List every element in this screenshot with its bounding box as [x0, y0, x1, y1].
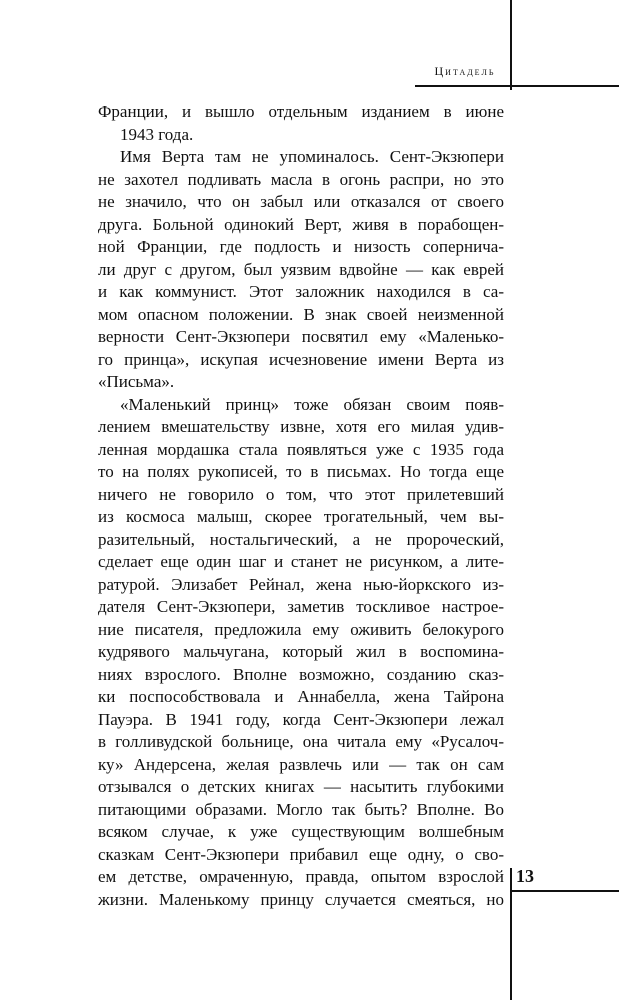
text-line: го принца», искупая исчезновение имени Верта из [98, 349, 504, 369]
text-line: не значило, что он забыл или отказался от своего [98, 192, 504, 211]
text-line: сделает еще один шаг и станет не рисунком, а лите- [98, 552, 504, 571]
header-rule [415, 85, 619, 87]
text-line: в голливудской больнице, она читала ему «Русалоч- [98, 732, 504, 751]
text-line: из космоса малыш, скорее трогательный, чем вы- [98, 507, 504, 526]
text-line: Имя Верта там не упоминалось. Сент-Экзюпери [120, 147, 504, 166]
page-number: 13 [516, 866, 534, 886]
text-line: ем детстве, омраченную, правда, опытом взрослой [98, 867, 504, 886]
footer-rule [510, 890, 619, 892]
text-line: всяком случае, к уже существующим волшебным [98, 822, 504, 841]
text-line: ки поспособствовала и Аннабелла, жена Тайрона [98, 687, 504, 706]
bottom-vertical-rule [510, 868, 512, 1000]
text-line: питающими образами. Могло так быть? Вполне. Во [98, 799, 504, 819]
text-line: друга. Больной одинокий Верт, живя в порабощен- [98, 214, 504, 234]
text-line: верности Сент-Экзюпери посвятил ему «Маленько- [98, 327, 504, 346]
text-line: «Письма». [98, 372, 175, 391]
text-line: ничего не говорило о том, что этот прилетевший [98, 484, 504, 504]
text-line: Пауэра. В 1941 году, когда Сент-Экзюпери лежал [98, 709, 504, 729]
text-line: Франции, и вышло отдельным изданием в июне [98, 102, 504, 121]
text-line: ку» Андерсена, желая развлечь или — так он сам [98, 754, 504, 774]
text-line: дателя Сент-Экзюпери, заметив тоскливое настрое- [98, 597, 504, 616]
body-text [98, 101, 504, 911]
text-line: ной Франции, где подлость и низость соперничa- [98, 237, 504, 256]
text-line: ратурой. Элизабет Рейнал, жена нью-йоркского из- [98, 574, 504, 594]
text-line: отзывался о детских книгах — насытить глубокими [98, 777, 504, 796]
text-line: «Маленький принц» тоже обязан своим появ- [120, 394, 504, 414]
top-vertical-rule [510, 0, 512, 90]
running-head: Цитадель [434, 64, 496, 78]
text-line: ниях взрослого. Вполне возможно, созданию сказ- [98, 664, 504, 684]
text-line: ленная мордашка стала появляться уже с 1935 года [98, 439, 504, 459]
text-line: ли друг с другом, был уязвим вдвойне — как еврей [98, 259, 504, 279]
text-line: ние писателя, предложила ему оживить белокурого [98, 619, 504, 639]
text-line: и как коммунист. Этот заложник находился в са- [98, 282, 504, 301]
text-line: жизни. Маленькому принцу случается смеяться, но [98, 889, 504, 909]
text-line: сказкам Сент-Экзюпери прибавил еще одну, о сво- [98, 844, 504, 864]
text-line: лением вмешательству извне, хотя его милая удив- [98, 417, 504, 436]
text-line: разительный, ностальгический, а не пророческий, [98, 529, 504, 549]
text-line: то на полях рукописей, то в письмах. Но тогда еще [98, 462, 504, 481]
text-line: 1943 года. [120, 124, 194, 144]
text-line: кудрявого мальчугана, который жил в воспомина- [98, 642, 504, 661]
text-line: не захотел подливать масла в огонь распри, но это [98, 169, 504, 189]
text-line: мом опасном положении. В знак своей неизменной [98, 304, 504, 324]
